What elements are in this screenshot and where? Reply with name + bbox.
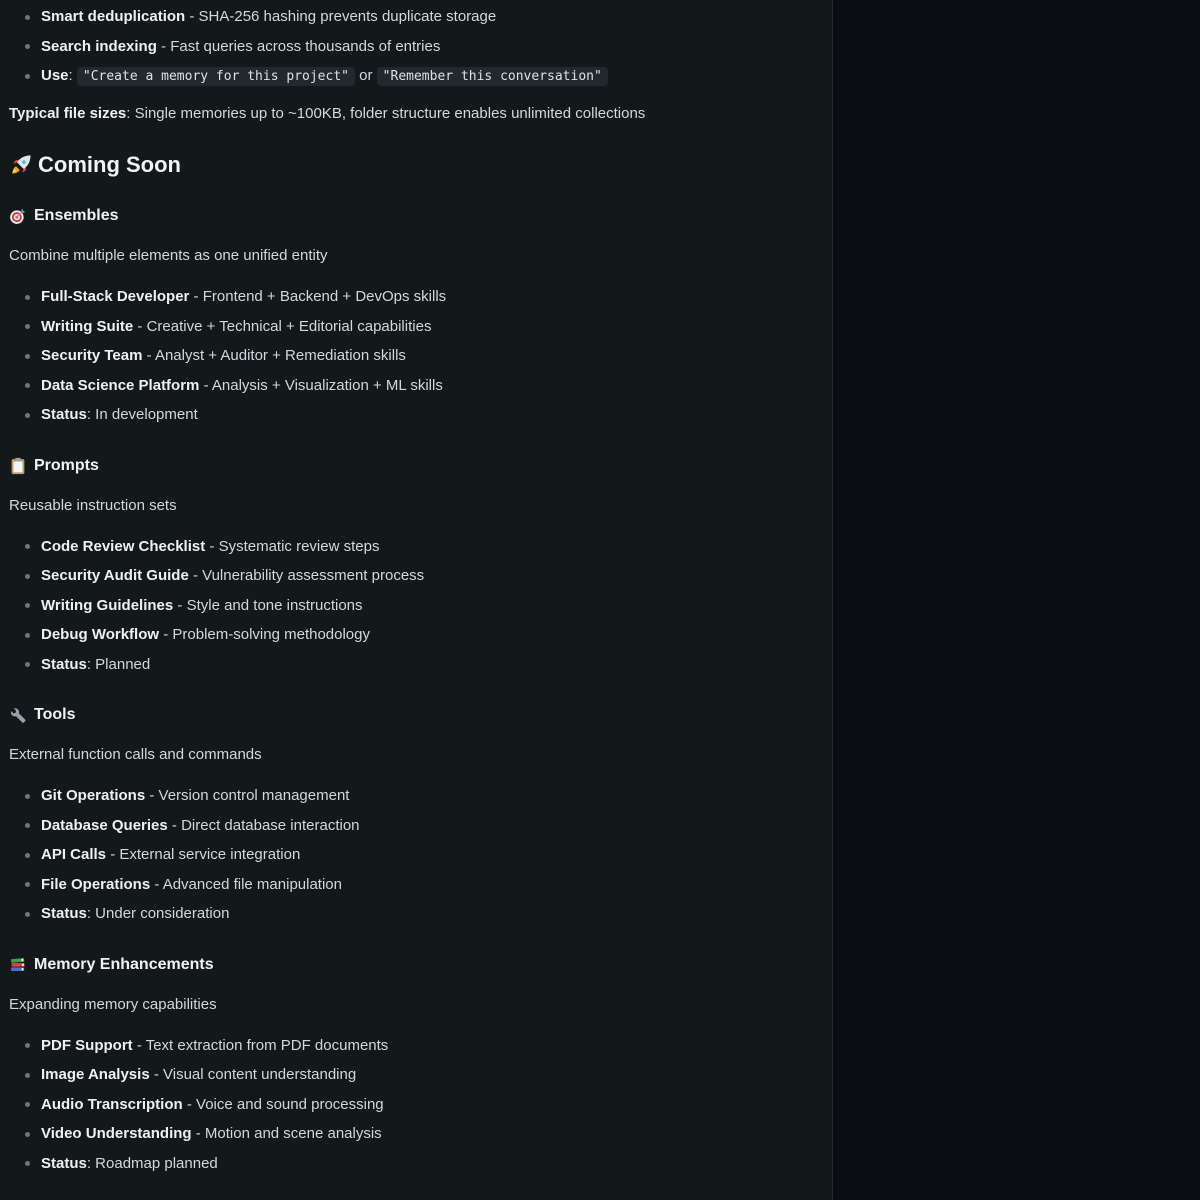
list-item: [9, 784, 792, 808]
item-description: - Voice and sound processing: [182, 1095, 384, 1113]
item-description: - Vulnerability assessment process: [188, 567, 425, 584]
inline-code: "Create a memory for this project": [77, 67, 355, 86]
item-term: File Operations: [41, 875, 151, 893]
section-description: Reusable instruction sets: [9, 496, 177, 514]
section-list: [9, 784, 792, 926]
item-term: PDF Support: [41, 1036, 133, 1054]
item-term: Audio Transcription: [41, 1095, 183, 1113]
item-description: - Style and tone instructions: [173, 596, 363, 614]
list-item: [9, 564, 792, 588]
list-item: [9, 873, 792, 897]
item-separator: :: [68, 67, 77, 84]
list-item: [9, 594, 792, 618]
section-title-label: Prompts: [34, 456, 99, 474]
section-ensembles: [9, 183, 792, 427]
clipboard-icon: [9, 457, 27, 475]
item-description: - Creative + Technical + Editorial capabilities: [133, 317, 432, 335]
list-item: [9, 5, 792, 29]
outer-background-panel: [833, 0, 1200, 1200]
section-description: External function calls and commands: [9, 746, 262, 763]
list-item: [9, 1122, 792, 1146]
item-term: Status: [41, 655, 87, 673]
item-conjunction: or: [354, 67, 377, 84]
item-term: Code Review Checklist: [41, 537, 206, 555]
list-item: [9, 1093, 792, 1117]
item-term: Debug Workflow: [41, 626, 160, 643]
item-description: - Systematic review steps: [205, 537, 380, 555]
section-title: [9, 204, 792, 228]
item-description: - Frontend + Backend + DevOps skills: [189, 288, 447, 305]
note-term: Typical file sizes: [9, 105, 127, 122]
list-item: [9, 814, 792, 838]
list-item: [9, 285, 792, 309]
list-item: [9, 623, 792, 647]
item-term: Writing Suite: [41, 317, 134, 335]
list-item: [9, 35, 792, 59]
list-item: [9, 902, 792, 926]
section-memory-enhancements: [9, 932, 792, 1176]
list-item: [9, 64, 792, 88]
item-term: Status: [41, 406, 87, 423]
section-tools: [9, 682, 792, 926]
item-term: Image Analysis: [41, 1066, 150, 1083]
item-term: Full-Stack Developer: [41, 288, 190, 305]
item-description: - Advanced file manipulation: [150, 875, 342, 893]
section-title-label: Memory Enhancements: [34, 955, 214, 973]
item-term: Video Understanding: [41, 1125, 192, 1142]
item-description: : Under consideration: [86, 905, 230, 922]
item-term: Status: [41, 1154, 87, 1172]
item-description: : Roadmap planned: [86, 1154, 218, 1172]
item-description: - Analyst + Auditor + Remediation skills: [142, 347, 406, 364]
item-term: Writing Guidelines: [41, 596, 174, 614]
file-sizes-note: [9, 102, 792, 126]
item-term: Data Science Platform: [41, 376, 200, 394]
section-list: [9, 285, 792, 427]
memory-feature-list: [9, 5, 792, 88]
item-term: API Calls: [41, 846, 107, 863]
item-term: Git Operations: [41, 787, 146, 804]
section-list: [9, 1034, 792, 1176]
wrench-icon: [9, 706, 27, 724]
item-description: - Problem-solving methodology: [159, 626, 370, 643]
section-description: Expanding memory capabilities: [9, 995, 217, 1013]
list-item: [9, 403, 792, 427]
note-description: : Single memories up to ~100KB, folder structure enables unlimited collections: [126, 105, 646, 122]
item-term: Use: [41, 67, 69, 84]
list-item: [9, 535, 792, 559]
list-item: [9, 653, 792, 677]
section-list: [9, 535, 792, 677]
heading-label: Coming Soon: [38, 152, 181, 177]
item-description: - External service integration: [106, 846, 301, 863]
item-term: Security Audit Guide: [41, 567, 189, 584]
item-description: - Visual content understanding: [149, 1066, 357, 1083]
list-item: [9, 1034, 792, 1058]
rocket-icon: [9, 153, 33, 177]
section-description: Combine multiple elements as one unified entity: [9, 247, 328, 264]
item-term: Smart deduplication: [41, 8, 186, 25]
list-item: [9, 344, 792, 368]
item-description: - Direct database interaction: [167, 816, 360, 834]
item-description: - SHA-256 hashing prevents duplicate storage: [185, 8, 497, 25]
item-description: - Text extraction from PDF documents: [132, 1036, 389, 1054]
list-item: [9, 374, 792, 398]
item-term: Security Team: [41, 347, 143, 364]
item-description: : In development: [86, 406, 198, 423]
coming-soon-heading: [9, 151, 792, 179]
item-description: - Fast queries across thousands of entries: [156, 37, 441, 55]
list-item: [9, 1063, 792, 1087]
item-description: - Motion and scene analysis: [191, 1125, 382, 1142]
section-title: [9, 703, 792, 727]
list-item: [9, 1152, 792, 1176]
item-description: - Analysis + Visualization + ML skills: [199, 376, 443, 394]
item-description: : Planned: [86, 655, 151, 673]
list-item: [9, 315, 792, 339]
inline-code: "Remember this conversation": [377, 67, 608, 86]
section-title: [9, 454, 792, 478]
item-description: - Version control management: [145, 787, 350, 804]
section-title-label: Tools: [34, 706, 76, 723]
item-term: Search indexing: [41, 37, 157, 55]
list-item: [9, 843, 792, 867]
books-icon: [9, 956, 27, 974]
section-title: [9, 953, 792, 977]
section-prompts: [9, 433, 792, 677]
section-title-label: Ensembles: [34, 207, 119, 224]
item-term: Database Queries: [41, 816, 168, 834]
item-term: Status: [41, 905, 87, 922]
target-icon: [9, 207, 27, 225]
